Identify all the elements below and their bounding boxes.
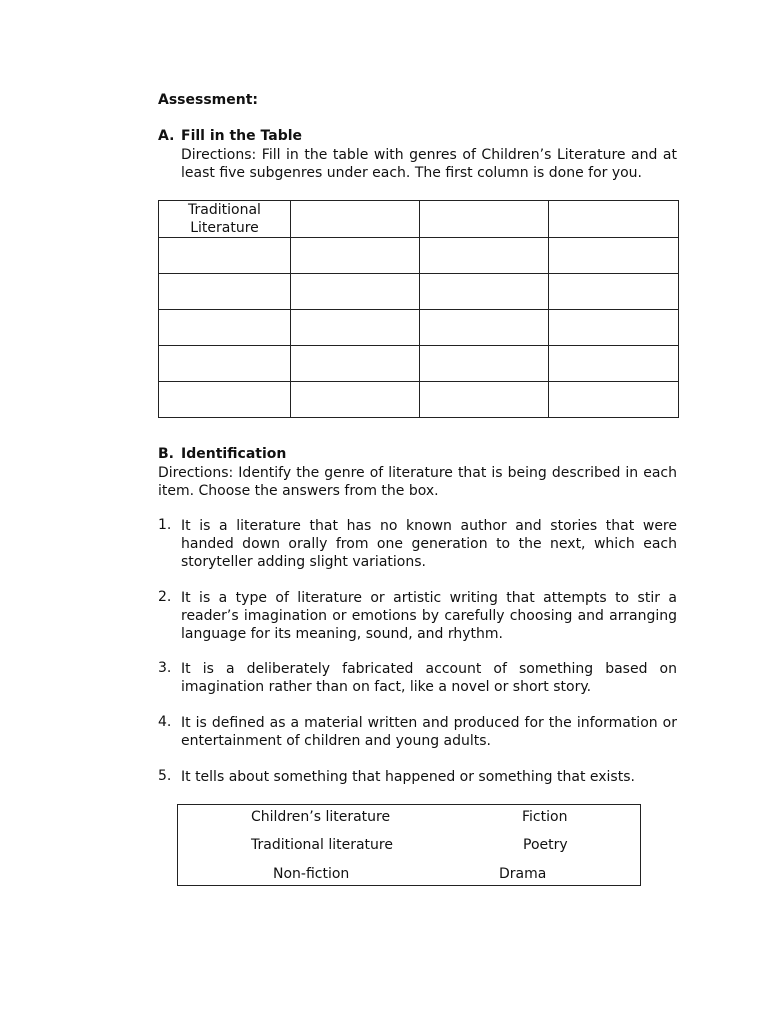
table-cell[interactable] [291,201,420,238]
list-item: It is defined as a material written and produced for the information or entertainment of children and young adults. [181,715,677,749]
answer-choice: Non-fiction [273,866,350,882]
table-cell[interactable] [159,382,291,418]
item-number: 2. [158,589,172,605]
genre-table [158,200,679,418]
section-a-heading: Fill in the Table [181,128,303,144]
table-cell[interactable] [159,238,291,274]
item-number: 1. [158,517,172,533]
table-cell[interactable] [420,201,549,238]
section-b-letter: B. [158,446,174,462]
table-cell[interactable] [420,238,549,274]
table-cell[interactable] [420,382,549,418]
item-number: 4. [158,714,172,730]
table-row [159,274,679,310]
page-title: Assessment: [158,92,259,108]
table-cell[interactable] [549,382,679,418]
table-cell[interactable] [549,201,679,238]
answer-choice: Children’s literature [251,809,391,825]
table-cell[interactable] [420,310,549,346]
table-cell[interactable] [291,346,420,382]
table-cell[interactable] [159,310,291,346]
table-row [159,238,679,274]
table-cell[interactable] [159,274,291,310]
list-item: It is a type of literature or artistic writing that attempts to stir a reader’s imagination or emotions by carefully choosing and arranging language for its meaning, sound, and rhythm. [181,590,677,642]
table-row [159,346,679,382]
table-cell[interactable] [549,274,679,310]
answer-choice: Poetry [523,837,568,853]
section-b-directions: Directions: Identify the genre of literature that is being described in each item. Choose the answers from the box. [158,465,677,499]
item-number: 3. [158,660,172,676]
table-row [159,310,679,346]
answer-choices-box [177,804,641,886]
table-row [159,201,679,238]
answer-choice: Drama [499,866,547,882]
table-cell[interactable] [549,346,679,382]
table-cell[interactable] [291,274,420,310]
table-cell[interactable] [549,238,679,274]
section-a-letter: A. [158,128,175,144]
table-cell[interactable] [549,310,679,346]
item-number: 5. [158,768,172,784]
list-item: It tells about something that happened or something that exists. [181,769,635,785]
answer-choice: Fiction [522,809,568,825]
table-row [159,382,679,418]
table-cell[interactable] [291,310,420,346]
table-cell: Traditional Literature [159,201,291,238]
section-a-directions: Directions: Fill in the table with genres of Children’s Literature and at least five subgenres under each. The first column is done for you. [181,147,677,181]
table-cell[interactable] [159,346,291,382]
answer-choice: Traditional literature [251,837,393,853]
list-item: It is a literature that has no known author and stories that were handed down orally from one generation to the next, which each storyteller adding slight variations. [181,518,677,570]
table-cell[interactable] [291,238,420,274]
table-cell[interactable] [291,382,420,418]
table-cell[interactable] [420,346,549,382]
section-b-heading: Identification [181,446,287,462]
table-cell[interactable] [420,274,549,310]
list-item: It is a deliberately fabricated account of something based on imagination rather than on fact, like a novel or short story. [181,661,677,695]
